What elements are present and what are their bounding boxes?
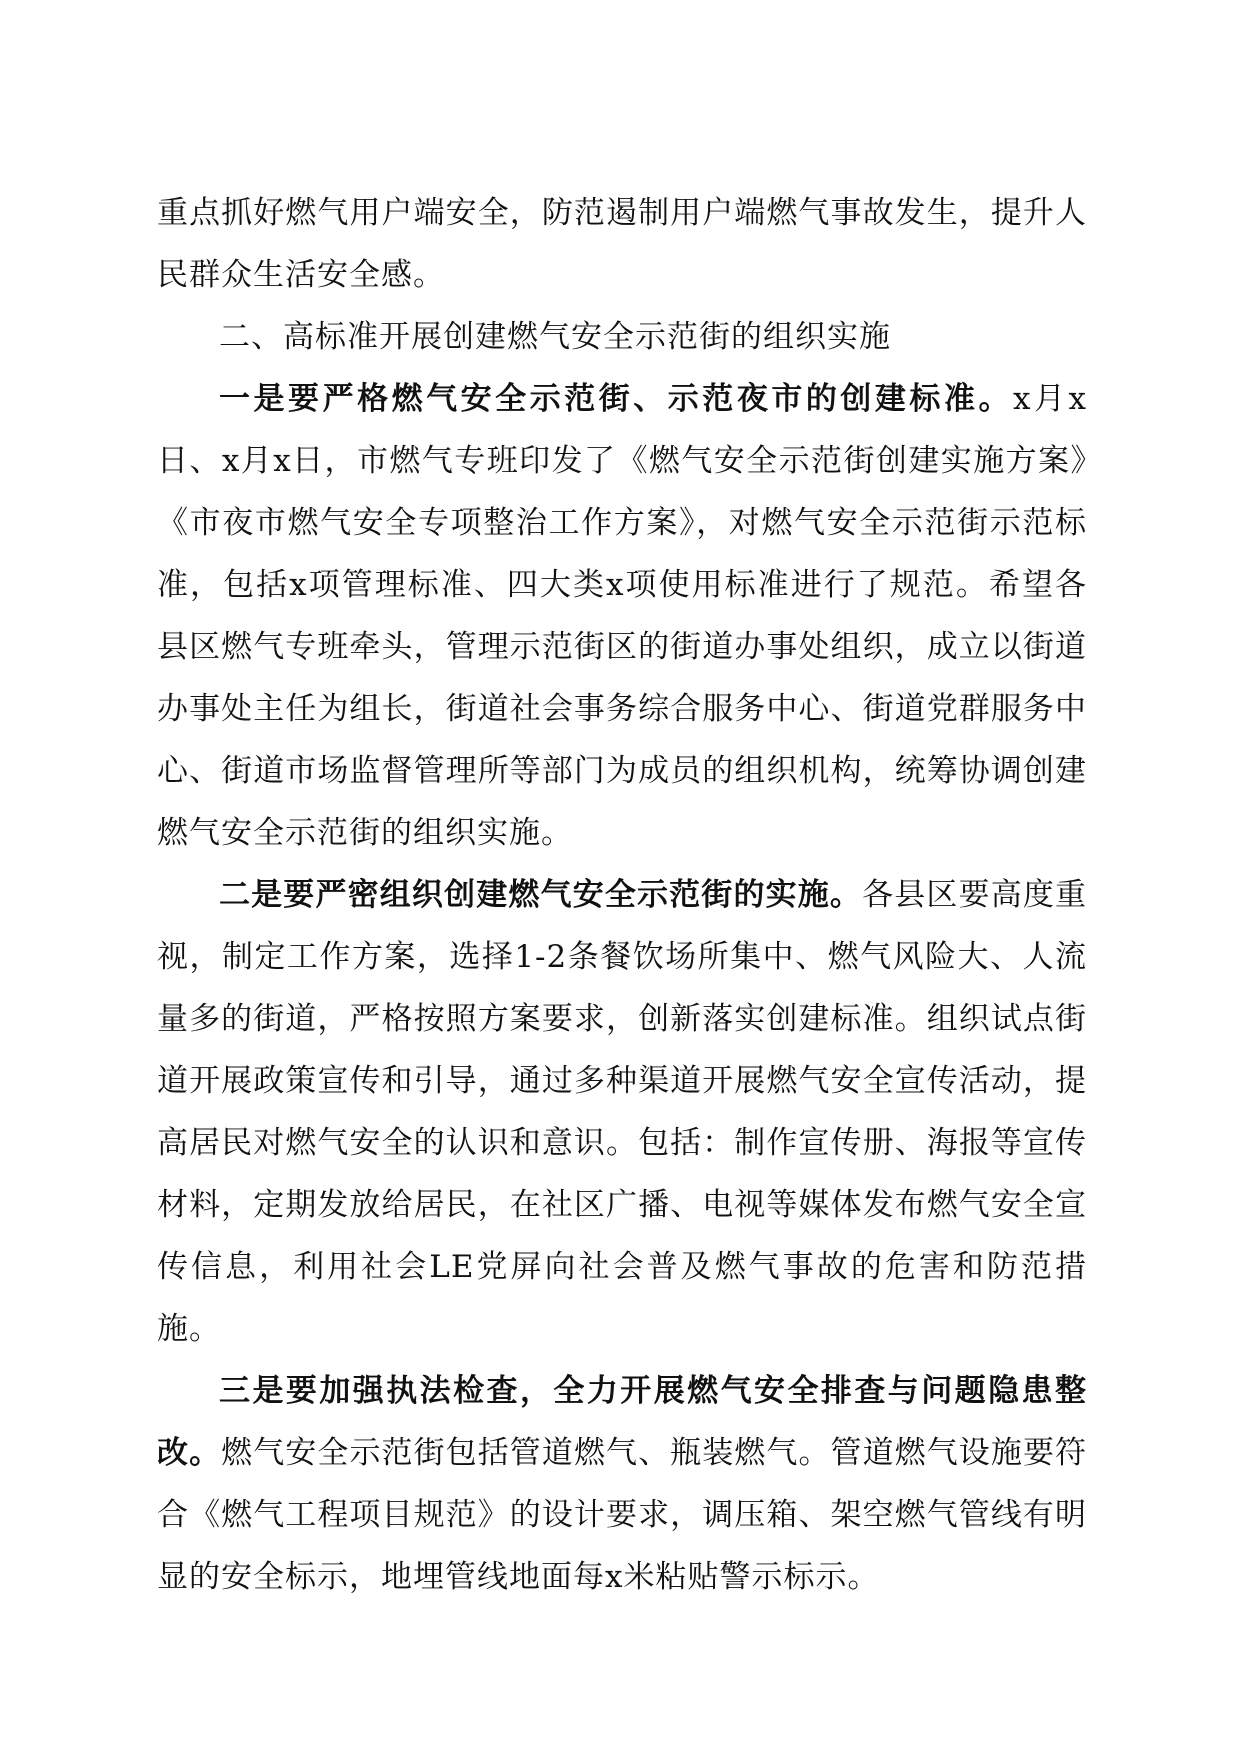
item-2-lead: 二是要严密组织创建燃气安全示范街的实施。 [219, 877, 863, 913]
item-3-lead: 三是要加强执法检查，全力开展燃气安全排查与问题隐患整改。 [157, 1373, 1087, 1471]
paragraph-item-1 [157, 368, 1087, 864]
item-2-body: 各县区要高度重视，制定工作方案，选择1-2条餐饮场所集中、燃气风险大、人流量多的街道，严格按照方案要求，创新落实创建标准。组织试点街道开展政策宣传和引导，通过多种渠道开展燃气安全宣传活动，提高居民对燃气安全的认识和意识。包括：制作宣传册、海报等宣传材料，定期发放给居民，在社区广播、电视等媒体发布燃气安全宣传信息，利用社会LE党屏向社会普及燃气事故的危害和防范措施。 [157, 877, 1088, 1347]
item-1-lead: 一是要严格燃气安全示范街、示范夜市的创建标准。 [219, 381, 1013, 417]
item-3-body: 燃气安全示范街包括管道燃气、瓶装燃气。管道燃气设施要符合《燃气工程项目规范》的设计要求，调压箱、架空燃气管线有明显的安全标示，地埋管线地面每x米粘贴警示标示。 [157, 1435, 1088, 1595]
section-heading: 二、高标准开展创建燃气安全示范街的组织实施 [219, 319, 891, 355]
paragraph-item-2 [157, 864, 1087, 1360]
document-page [157, 182, 1087, 1608]
item-1-body: x月x日、x月x日，市燃气专班印发了《燃气安全示范街创建实施方案》《市夜市燃气安全专项整治工作方案》，对燃气安全示范街示范标准，包括x项管理标准、四大类x项使用标准进行了规范。希望各县区燃气专班牵头，管理示范街区的街道办事处组织，成立以街道办事处主任为组长，街道社会事务综合服务中心、街道党群服务中心、街道市场监督管理所等部门为成员的组织机构，统筹协调创建燃气安全示范街的组织实施。 [157, 381, 1088, 851]
paragraph-item-3 [157, 1360, 1087, 1608]
paragraph-intro: 重点抓好燃气用户端安全，防范遏制用户端燃气事故发生，提升人民群众生活安全感。 [157, 195, 1087, 293]
